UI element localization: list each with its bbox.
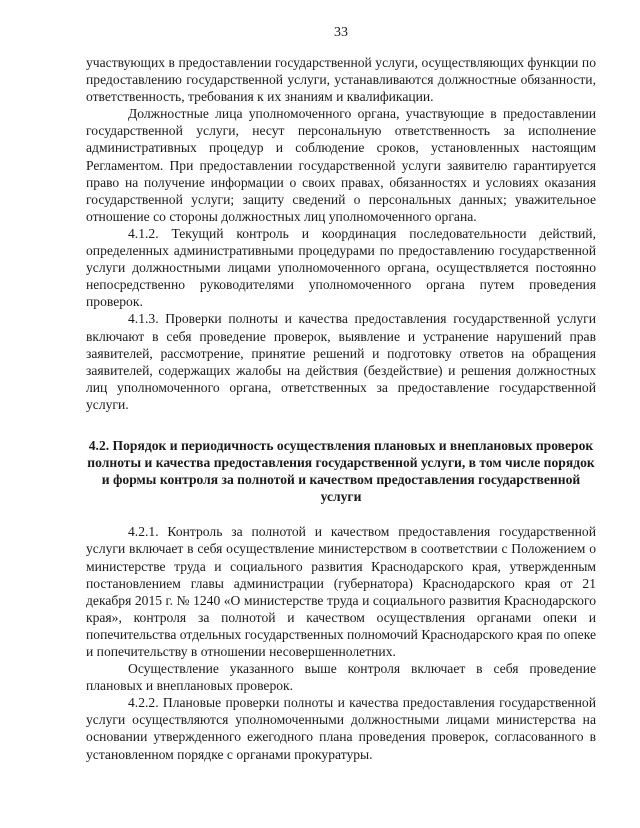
- paragraph-continuation: участвующих в предоставлении государственной услуги, осуществляющих функции по предоставлению государственной услуги, устанавливаются должностные обязанности, ответственность, требования к их знаниям и квалификации.: [86, 55, 596, 105]
- paragraph-4-2-2: 4.2.2. Плановые проверки полноты и качества предоставления государственной услуги осуществляются уполномоченными должностными лицами министерства на основании утвержденного ежегодного плана проведения проверок, согласованного в установленном порядке с органами прокуратуры.: [86, 695, 596, 762]
- page-number: 33: [334, 25, 348, 40]
- paragraph-control-includes: Осуществление указанного выше контроля включает в себя проведение плановых и внеплановых проверок.: [86, 661, 596, 694]
- paragraph-4-1-2: 4.1.2. Текущий контроль и координация последовательности действий, определенных административными процедурами по предоставлению государственной услуги должностными лицами уполномоченного органа, осуществляется постоянно непосредственно руководителями уполномоченного органа путем проведения проверок.: [86, 225, 596, 310]
- paragraph-officials-responsibility: Должностные лица уполномоченного органа, участвующие в предоставлении государственной услуги, несут персональную ответственность за исполнение административных процедур и соблюдение сроков, установленных настоящим Регламентом. При предоставлении государственной услуги заявителю гарантируется право на получение информации о своих правах, обязанностях и условиях оказания государственной услуги; защиту сведений о персональных данных; уважительное отношение со стороны должностных лиц уполномоченного органа.: [86, 106, 596, 224]
- paragraph-4-1-3: 4.1.3. Проверки полноты и качества предоставления государственной услуги включают в себя проведение проверок, выявление и устранение нарушений прав заявителей, рассмотрение, принятие решений и подготовку ответов на обращения заявителей, содержащих жалобы на действия (бездействие) и решения должностных лиц уполномоченного органа, ответственных за предоставление государственной услуги.: [86, 311, 596, 412]
- paragraph-4-2-1: 4.2.1. Контроль за полнотой и качеством предоставления государственной услуги включает в себя осуществление министерством в соответствии с Положением о министерстве труда и социального развития Краснодарского края, утвержденным постановлением главы администрации (губернатора) Краснодарского края от 21 декабря 2015 г. № 1240 «О министерстве труда и социального развития Краснодарского края», контроля за полнотой и качеством осуществления органами опеки и попечительства отдельных государственных полномочий Краснодарского края по опеке и попечительству в отношении несовершеннолетних.: [86, 524, 596, 659]
- section-heading-4-2: 4.2. Порядок и периодичность осуществления плановых и внеплановых проверок полноты и качества предоставления государственной услуги, в том числе порядок и формы контроля за полнотой и качеством предоставления государственной услуги: [87, 437, 595, 505]
